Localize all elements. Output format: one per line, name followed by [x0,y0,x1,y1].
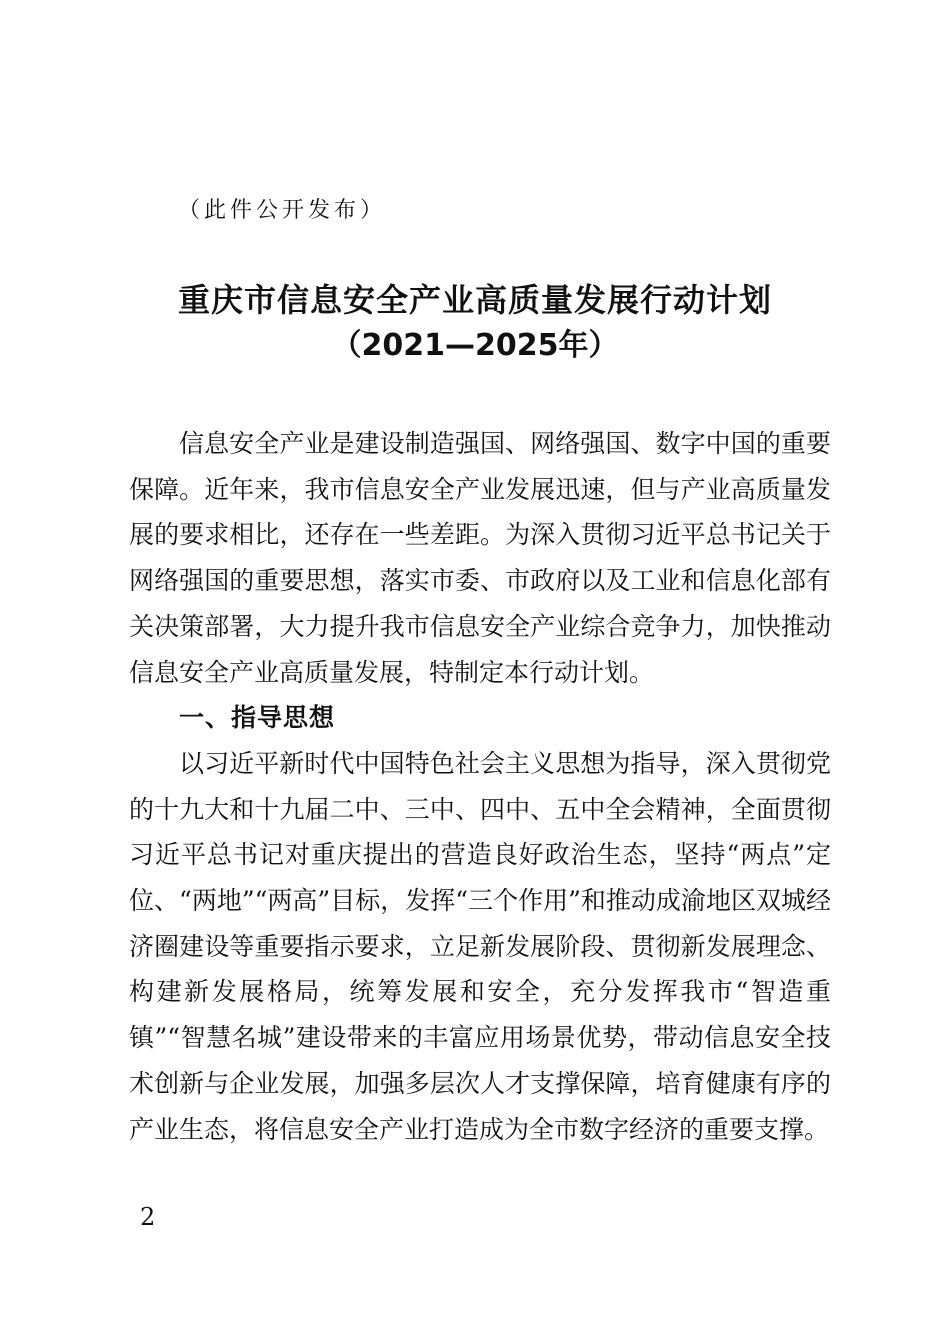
document-subtitle: （2021—2025年） [331,328,619,363]
document-title: 重庆市信息安全产业高质量发展行动计划 [177,281,772,319]
publication-notice: （此件公开发布） [178,198,387,223]
document-body [129,421,831,1152]
intro-paragraph: 信息安全产业是建设制造强国、网络强国、数字中国的重要保障。近年来，我市信息安全产业发展迅速，但与产业高质量发展的要求相比，还存在一些差距。为深入贯彻习近平总书记关于网络强国的重要思想，落实市委、市政府以及工业和信息化部有关决策部署，大力提升我市信息安全产业综合竞争力，加快推动信息安全产业高质量发展，特制定本行动计划。 [129,429,831,687]
section-heading-guiding-ideology: 一、指导思想 [179,703,336,733]
guiding-ideology-paragraph: 以习近平新时代中国特色社会主义思想为指导，深入贯彻党的十九大和十九届二中、三中、四中、五中全会精神，全面贯彻习近平总书记对重庆提出的营造良好政治生态，坚持“两点”定位、“两地”“两高”目标，发挥“三个作用”和推动成渝地区双城经济圈建设等重要指示要求，立足新发展阶段、贯彻新发展理念、构建新发展格局，统筹发展和安全，充分发挥我市“智造重镇”“智慧名城”建设带来的丰富应用场景优势，带动信息安全技术创新与企业发展，加强多层次人才支撑保障，培育健康有序的产业生态，将信息安全产业打造成为全市数字经济的重要支撑。 [129,748,831,1144]
page-number: 2 [140,1203,156,1231]
